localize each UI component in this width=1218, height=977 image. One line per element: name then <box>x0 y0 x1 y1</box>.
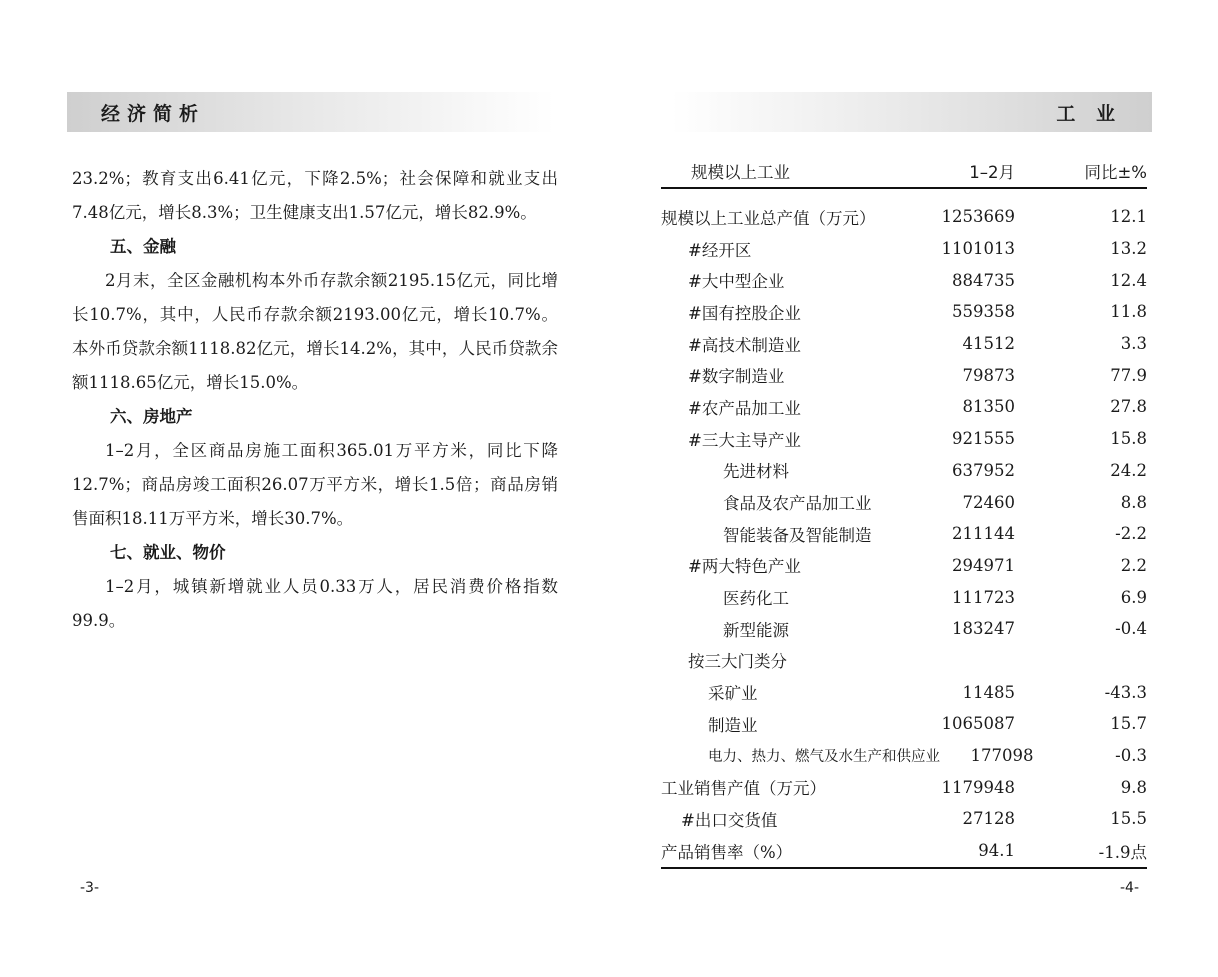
row-yoy: -1.9点 <box>1098 842 1147 862</box>
left-page-banner <box>67 92 555 132</box>
table-row <box>661 613 1147 645</box>
table-row <box>661 581 1147 613</box>
table-row <box>661 740 1147 772</box>
row-value: 79873 <box>962 365 1015 385</box>
row-label: #国有控股企业 <box>688 303 801 323</box>
body-paragraph: 23.2%；教育支出6.41亿元，下降2.5%；社会保障和就业支出7.48亿元，增长8.3%；卫生健康支出1.57亿元，增长82.9%。 <box>72 169 558 222</box>
row-value: 1065087 <box>941 714 1015 734</box>
row-value: 921555 <box>952 429 1015 449</box>
body-paragraph: 1–2月，城镇新增就业人员0.33万人，居民消费价格指数99.9。 <box>72 577 558 630</box>
table-row <box>661 423 1147 455</box>
row-yoy: -0.4 <box>1115 619 1147 639</box>
row-label: 食品及农产品加工业 <box>723 494 872 514</box>
section-heading: 七、就业、物价 <box>109 543 226 562</box>
row-value: 111723 <box>952 587 1015 607</box>
row-value: 211144 <box>952 524 1015 544</box>
row-value: 559358 <box>952 302 1015 322</box>
industry-table <box>661 155 1147 869</box>
header-yoy: 同比±% <box>1084 163 1147 182</box>
row-label: #数字制造业 <box>688 367 785 387</box>
row-yoy: 24.2 <box>1110 460 1147 480</box>
row-value: 294971 <box>952 555 1015 575</box>
row-value: 81350 <box>962 397 1015 417</box>
row-value: 27128 <box>962 809 1015 829</box>
table-header <box>661 155 1147 189</box>
table-row <box>661 359 1147 391</box>
table-body <box>661 189 1147 869</box>
left-banner-title: 经济简析 <box>101 102 206 125</box>
row-label: 工业销售产值（万元） <box>661 779 826 799</box>
table-row <box>661 645 1147 677</box>
row-yoy: 15.7 <box>1110 714 1147 734</box>
row-yoy: 12.1 <box>1110 207 1147 227</box>
header-period: 1–2月 <box>969 163 1015 182</box>
row-yoy: -0.3 <box>1115 746 1147 766</box>
table-row <box>661 550 1147 582</box>
row-value: 1101013 <box>941 239 1015 259</box>
row-label: #出口交货值 <box>681 810 778 830</box>
table-row <box>661 233 1147 265</box>
right-page-number: -4- <box>1120 880 1140 896</box>
row-label: 采矿业 <box>708 684 758 704</box>
table-row <box>661 486 1147 518</box>
row-label: #大中型企业 <box>688 272 785 292</box>
row-value: 1179948 <box>941 777 1015 797</box>
row-label: 按三大门类分 <box>688 652 787 672</box>
row-label: #经开区 <box>688 240 752 260</box>
table-row <box>661 455 1147 487</box>
row-label: 新型能源 <box>723 620 789 640</box>
header-category: 规模以上工业 <box>691 163 790 182</box>
row-label: 医药化工 <box>723 589 789 609</box>
row-yoy: 9.8 <box>1120 777 1147 797</box>
table-row <box>661 518 1147 550</box>
row-yoy: -43.3 <box>1104 682 1147 702</box>
body-paragraph: 2月末，全区金融机构本外币存款余额2195.15亿元，同比增长10.7%，其中，人民币存款余额2193.00亿元，增长10.7%。本外币贷款余额1118.82亿元，增长14.2%，其中，人民币贷款余额1118.65亿元，增长15.0%。 <box>72 271 558 392</box>
right-banner-title: 工 业 <box>1056 102 1122 125</box>
row-value: 11485 <box>962 682 1015 702</box>
left-page-body <box>72 162 558 638</box>
table-row <box>661 803 1147 835</box>
row-yoy: 12.4 <box>1110 270 1147 290</box>
row-yoy: 15.5 <box>1110 809 1147 829</box>
row-label: 制造业 <box>708 715 758 735</box>
left-page-number: -3- <box>80 880 100 896</box>
row-label: #三大主导产业 <box>688 430 801 450</box>
row-label: 先进材料 <box>723 462 789 482</box>
row-label: 电力、热力、燃气及水生产和供应业 <box>708 749 940 766</box>
row-yoy: 13.2 <box>1110 239 1147 259</box>
body-paragraph: 1–2月，全区商品房施工面积365.01万平方米，同比下降12.7%；商品房竣工面积26.07万平方米，增长1.5倍；商品房销售面积18.11万平方米，增长30.7%。 <box>72 441 558 528</box>
row-value: 94.1 <box>978 841 1015 861</box>
table-row <box>661 708 1147 740</box>
table-row <box>661 201 1147 233</box>
row-label: 产品销售率（%） <box>661 842 793 862</box>
row-label: 智能装备及智能制造 <box>723 525 872 545</box>
row-value: 884735 <box>952 270 1015 290</box>
row-value: 183247 <box>952 619 1015 639</box>
row-label: #高技术制造业 <box>688 335 801 355</box>
row-yoy: 11.8 <box>1110 302 1147 322</box>
right-page-banner <box>671 92 1152 132</box>
row-label: #农产品加工业 <box>688 398 801 418</box>
row-yoy: 8.8 <box>1120 492 1147 512</box>
table-row <box>661 771 1147 803</box>
table-row <box>661 296 1147 328</box>
row-yoy: 3.3 <box>1120 334 1147 354</box>
row-label: 规模以上工业总产值（万元） <box>661 208 876 228</box>
row-value: 637952 <box>952 460 1015 480</box>
row-value: 41512 <box>962 334 1015 354</box>
table-row <box>661 391 1147 423</box>
row-yoy: -2.2 <box>1115 524 1147 544</box>
row-value: 72460 <box>962 492 1015 512</box>
section-heading: 六、房地产 <box>109 407 193 426</box>
row-yoy: 2.2 <box>1120 555 1147 575</box>
row-yoy: 6.9 <box>1120 587 1147 607</box>
table-row <box>661 835 1147 867</box>
row-yoy: 77.9 <box>1110 365 1147 385</box>
section-heading: 五、金融 <box>109 237 176 256</box>
table-row <box>661 264 1147 296</box>
row-value: 1253669 <box>941 207 1015 227</box>
row-value: 177098 <box>970 746 1034 766</box>
row-yoy: 27.8 <box>1110 397 1147 417</box>
row-label: #两大特色产业 <box>688 557 801 577</box>
table-row <box>661 676 1147 708</box>
row-yoy: 15.8 <box>1110 429 1147 449</box>
table-row <box>661 328 1147 360</box>
